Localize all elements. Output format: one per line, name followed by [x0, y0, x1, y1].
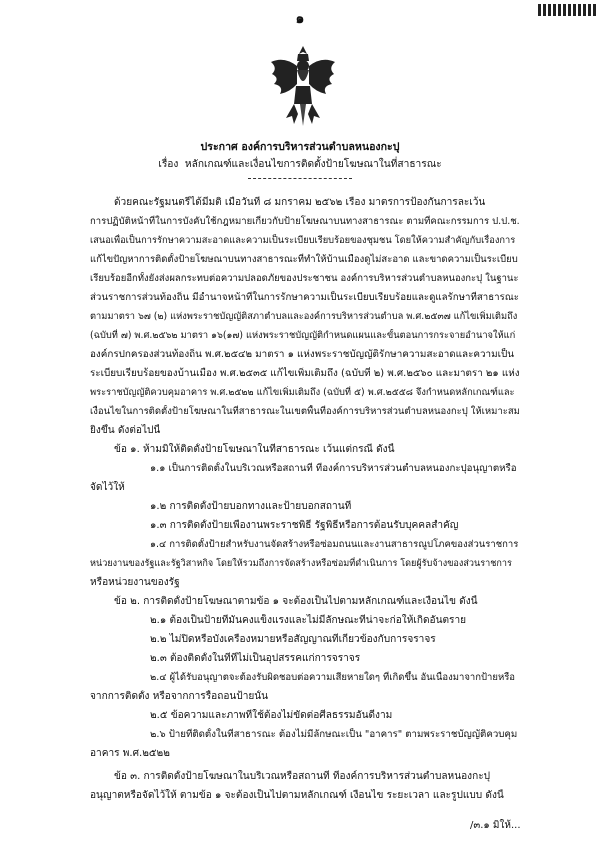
subject-text: หลักเกณฑ์และเงื่อนไขการติดตั้งป้ายโฆษณาในที่สาธารณะ	[184, 159, 442, 170]
body-line: ยิ่งขึ้น ดังต่อไปนี้	[90, 425, 161, 436]
body-line: แก้ไขปัญหาการติดตั้งป้ายโฆษณาบนทางสาธารณะที่ทำให้บ้านเมืองดูไม่สะอาด และขาดความเป็นระเบียบ	[90, 254, 518, 265]
body-line: ระเบียบเรียบร้อยของบ้านเมือง พ.ศ.๒๕๓๕ แก้ไขเพิ่มเติมถึง (ฉบับที่ ๒) พ.ศ.๒๕๖๐ และมาตรา ๒๑ แห่ง	[90, 368, 520, 379]
body-line: (ฉบับที่ ๗) พ.ศ.๒๕๖๒ มาตรา ๑๖(๑๗) แห่งพระราชบัญญัติกำหนดแผนและขั้นตอนการกระจายอำนาจให้แก่	[90, 330, 516, 341]
clause-item: หรือหน่วยงานของรัฐ	[90, 577, 180, 588]
clause-item: อาคาร พ.ศ.๒๕๒๒	[90, 748, 170, 759]
clause-heading: ข้อ ๑. ห้ามมิให้ติดตั้งป้ายโฆษณาในที่สาธารณะ เว้นแต่กรณี ดังนี้	[114, 444, 395, 455]
clause-item: ๑.๔ การติดตั้งป้ายสำหรับงานจัดสร้างหรือซ่อมถนนและงานสาธารณูปโภคของส่วนราชการ	[150, 539, 519, 550]
clause-item: ๒.๕ ข้อความและภาพที่ใช้ต้องไม่ขัดต่อศีลธรรมอันดีงาม	[150, 710, 393, 721]
body-line: เงื่อนไขในการติดตั้งป้ายโฆษณาในที่สาธารณะในเขตพื้นที่องค์การบริหารส่วนตำบลหนองกะปุ ให้เหมาะสม	[90, 406, 520, 417]
subject-label: เรื่อง	[158, 159, 179, 170]
clause-heading: ข้อ ๓. การติดตั้งป้ายโฆษณาในบริเวณหรือสถานที่ ที่องค์การบริหารส่วนตำบลหนองกะปุ	[114, 771, 491, 782]
continuation-marker: /๓.๑ มิให้...	[470, 820, 521, 831]
document-subject	[0, 156, 600, 172]
clause-item: หน่วยงานของรัฐและรัฐวิสาหกิจ โดยให้รวมถึงการจัดสร้างหรือซ่อมที่ดำเนินการ โดยผู้รับจ้างของส่วนราชการ	[90, 559, 512, 569]
clause-item: จัดไว้ให้	[90, 482, 125, 493]
clause-item: ๑.๒ การติดตั้งป้ายบอกทางและป้ายบอกสถานที่	[150, 501, 352, 512]
body-line: องค์กรปกครองส่วนท้องถิ่น พ.ศ.๒๕๔๒ มาตรา ๑ แห่งพระราชบัญญัติรักษาความสะอาดและความเป็น	[90, 349, 514, 360]
document-title: ประกาศ องค์การบริหารส่วนตำบลหนองกะปุ	[200, 141, 400, 153]
body-line: เรียบร้อยอีกทั้งยังส่งผลกระทบต่อความปลอดภัยของประชาชน องค์การบริหารส่วนตำบลหนองกะปุ ในฐานะ	[90, 273, 519, 284]
clause-item: ๑.๓ การติดตั้งป้ายเพื่องานพระราชพิธี รัฐพิธีหรือการต้อนรับบุคคลสำคัญ	[150, 520, 459, 531]
garuda-emblem-icon	[268, 44, 338, 128]
clause-item: อนุญาตหรือจัดไว้ให้ ตามข้อ ๑ จะต้องเป็นไปตามหลักเกณฑ์ เงื่อนไข ระยะเวลา และรูปแบบ ดังนี้	[90, 790, 504, 801]
body-line: ด้วยคณะรัฐมนตรีได้มีมติ เมื่อวันที่ ๘ มกราคม ๒๕๖๒ เรื่อง มาตรการป้องกันการละเว้น	[114, 197, 486, 208]
corner-mark	[538, 4, 596, 16]
clause-item: ๒.๑ ต้องเป็นป้ายที่มั่นคงแข็งแรงและไม่มีลักษณะที่น่าจะก่อให้เกิดอันตราย	[150, 615, 467, 626]
body-line: เสนอเพื่อเป็นการรักษาความสะอาดและความเป็นระเบียบเรียบร้อยของชุมชน โดยให้ความสำคัญกับเรื่องการ	[90, 235, 516, 246]
clause-item: ๒.๒ ไม่ปิดหรือบังเครื่องหมายหรือสัญญาณที่เกี่ยวข้องกับการจราจร	[150, 634, 436, 645]
clause-heading: ข้อ ๒. การติดตั้งป้ายโฆษณาตามข้อ ๑ จะต้องเป็นไปตามหลักเกณฑ์และเงื่อนไข ดังนี้	[114, 596, 478, 607]
title-separator	[248, 178, 352, 179]
clause-item: จากการติดตั้ง หรือจากการรื้อถอนป้ายนั้น	[90, 691, 269, 702]
clause-item: ๑.๑ เป็นการติดตั้งในบริเวณหรือสถานที่ ที่องค์การบริหารส่วนตำบลหนองกะปุอนุญาตหรือ	[150, 463, 517, 474]
body-line: การปฏิบัติหน้าที่ในการบังคับใช้กฎหมายเกี่ยวกับป้ายโฆษณาบนทางสาธารณะ ตามที่คณะกรรมการ ป.ป.ช.	[90, 216, 520, 227]
clause-item: ๒.๖ ป้ายที่ติดตั้งในที่สาธารณะ ต้องไม่มีลักษณะเป็น "อาคาร" ตามพระราชบัญญัติควบคุม	[150, 729, 518, 740]
clause-item: ๒.๔ ผู้ได้รับอนุญาตจะต้องรับผิดชอบต่อความเสียหายใดๆ ที่เกิดขึ้น อันเนื่องมาจากป้ายหรือ	[150, 672, 516, 683]
body-line: พระราชบัญญัติควบคุมอาคาร พ.ศ.๒๕๒๒ แก้ไขเพิ่มเติมถึง (ฉบับที่ ๕) พ.ศ.๒๕๕๘ จึงกำหนดหลักเกณฑ์และ	[90, 387, 515, 398]
body-line: ตามมาตรา ๖๗ (๒) แห่งพระราชบัญญัติสภาตำบลและองค์การบริหารส่วนตำบล พ.ศ.๒๕๓๗ แก้ไขเพิ่มเติมถึง	[90, 311, 518, 322]
clause-item: ๒.๓ ต้องติดตั้งในที่ที่ไม่เป็นอุปสรรคแก่การจราจร	[150, 653, 361, 664]
page-number: ๑	[295, 11, 305, 27]
body-line: ส่วนราชการส่วนท้องถิ่น มีอำนาจหน้าที่ในการรักษาความเป็นระเบียบเรียบร้อยและดูแลรักษาที่สาธารณะ	[90, 292, 519, 303]
